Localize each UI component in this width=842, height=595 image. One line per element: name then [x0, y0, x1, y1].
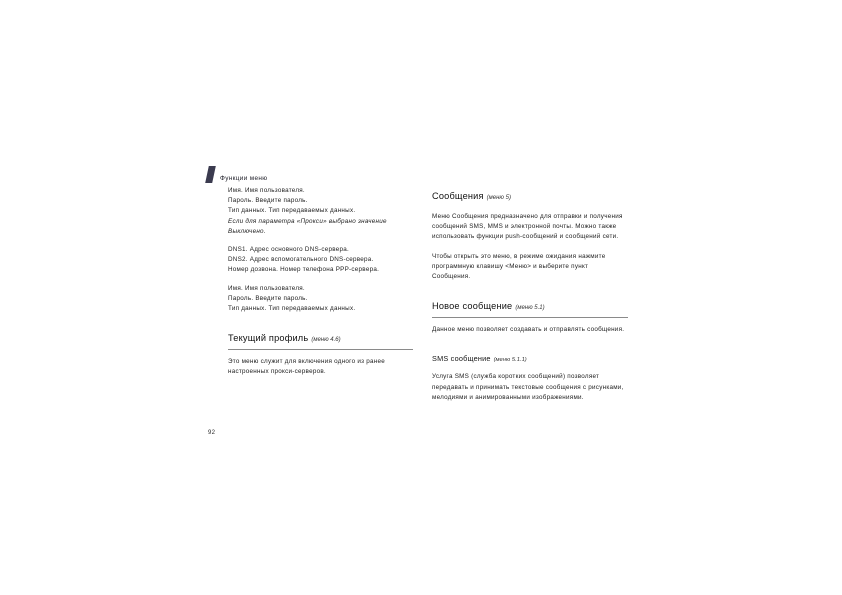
list-item: Тип данных. Тип передаваемых данных. [228, 305, 356, 313]
page-number: 92 [208, 430, 216, 436]
section-title: Текущий профиль [228, 333, 309, 344]
section-title: Сообщения [432, 191, 484, 201]
section-reference: (меню 5) [486, 195, 511, 201]
list-item: DNS2. Адрес вспомогательного DNS-сервера. [228, 256, 374, 264]
section-heading-messages [432, 186, 628, 204]
section-title: Новое сообщение [432, 301, 513, 312]
list-item: Имя. Имя пользователя. [228, 187, 305, 194]
section-heading-new-message [432, 296, 628, 318]
spacer [228, 237, 413, 245]
section-paragraph: Меню Сообщения предназначено для отправки и получения сообщений SMS, MMS и электронной почты. Можно также использовать функции push-сообщений и сообщений сети. [432, 213, 623, 241]
section-body: Данное меню позволяет создавать и отправлять сообщения. [432, 326, 625, 334]
header-slash-icon [205, 166, 216, 183]
subsection-reference: (меню 5.1.1) [493, 357, 527, 364]
left-column [228, 186, 413, 378]
section-paragraph: Чтобы открыть это меню, в режиме ожидания нажмите программную клавишу <Меню> и выберите пункт Сообщения. [432, 252, 606, 281]
header-title: Функции меню [220, 175, 268, 182]
section-heading-current-profile [228, 328, 413, 350]
list-item: Пароль. Введите пароль. [228, 294, 308, 302]
section-body: Это меню служит для включения одного из ранее настроенных прокси-серверов. [228, 358, 385, 376]
subsection-title: SMS сообщение [432, 354, 491, 364]
page-header [207, 166, 267, 183]
list-item: Тип данных. Тип передаваемых данных. [228, 207, 356, 215]
subsection-body: Услуга SMS (служба коротких сообщений) позволяет передавать и принимать текстовые сообщения с рисунками, мелодиями и анимированными изображениями. [432, 373, 624, 401]
section-reference: (меню 5.1) [515, 305, 545, 312]
subsection-heading-sms [432, 348, 628, 366]
list-item: DNS1. Адрес основного DNS-сервера. [228, 246, 350, 254]
note-italic: Если для параметра «Прокси» выбрано значение Выключено. [228, 217, 387, 235]
section-reference: (меню 4.6) [311, 337, 341, 344]
list-item: Имя. Имя пользователя. [228, 284, 305, 292]
list-item: Номер дозвона. Номер телефона PPP-сервера. [228, 266, 380, 274]
list-item: Пароль. Введите пароль. [228, 197, 308, 205]
spacer [228, 276, 413, 284]
right-column [432, 186, 628, 403]
